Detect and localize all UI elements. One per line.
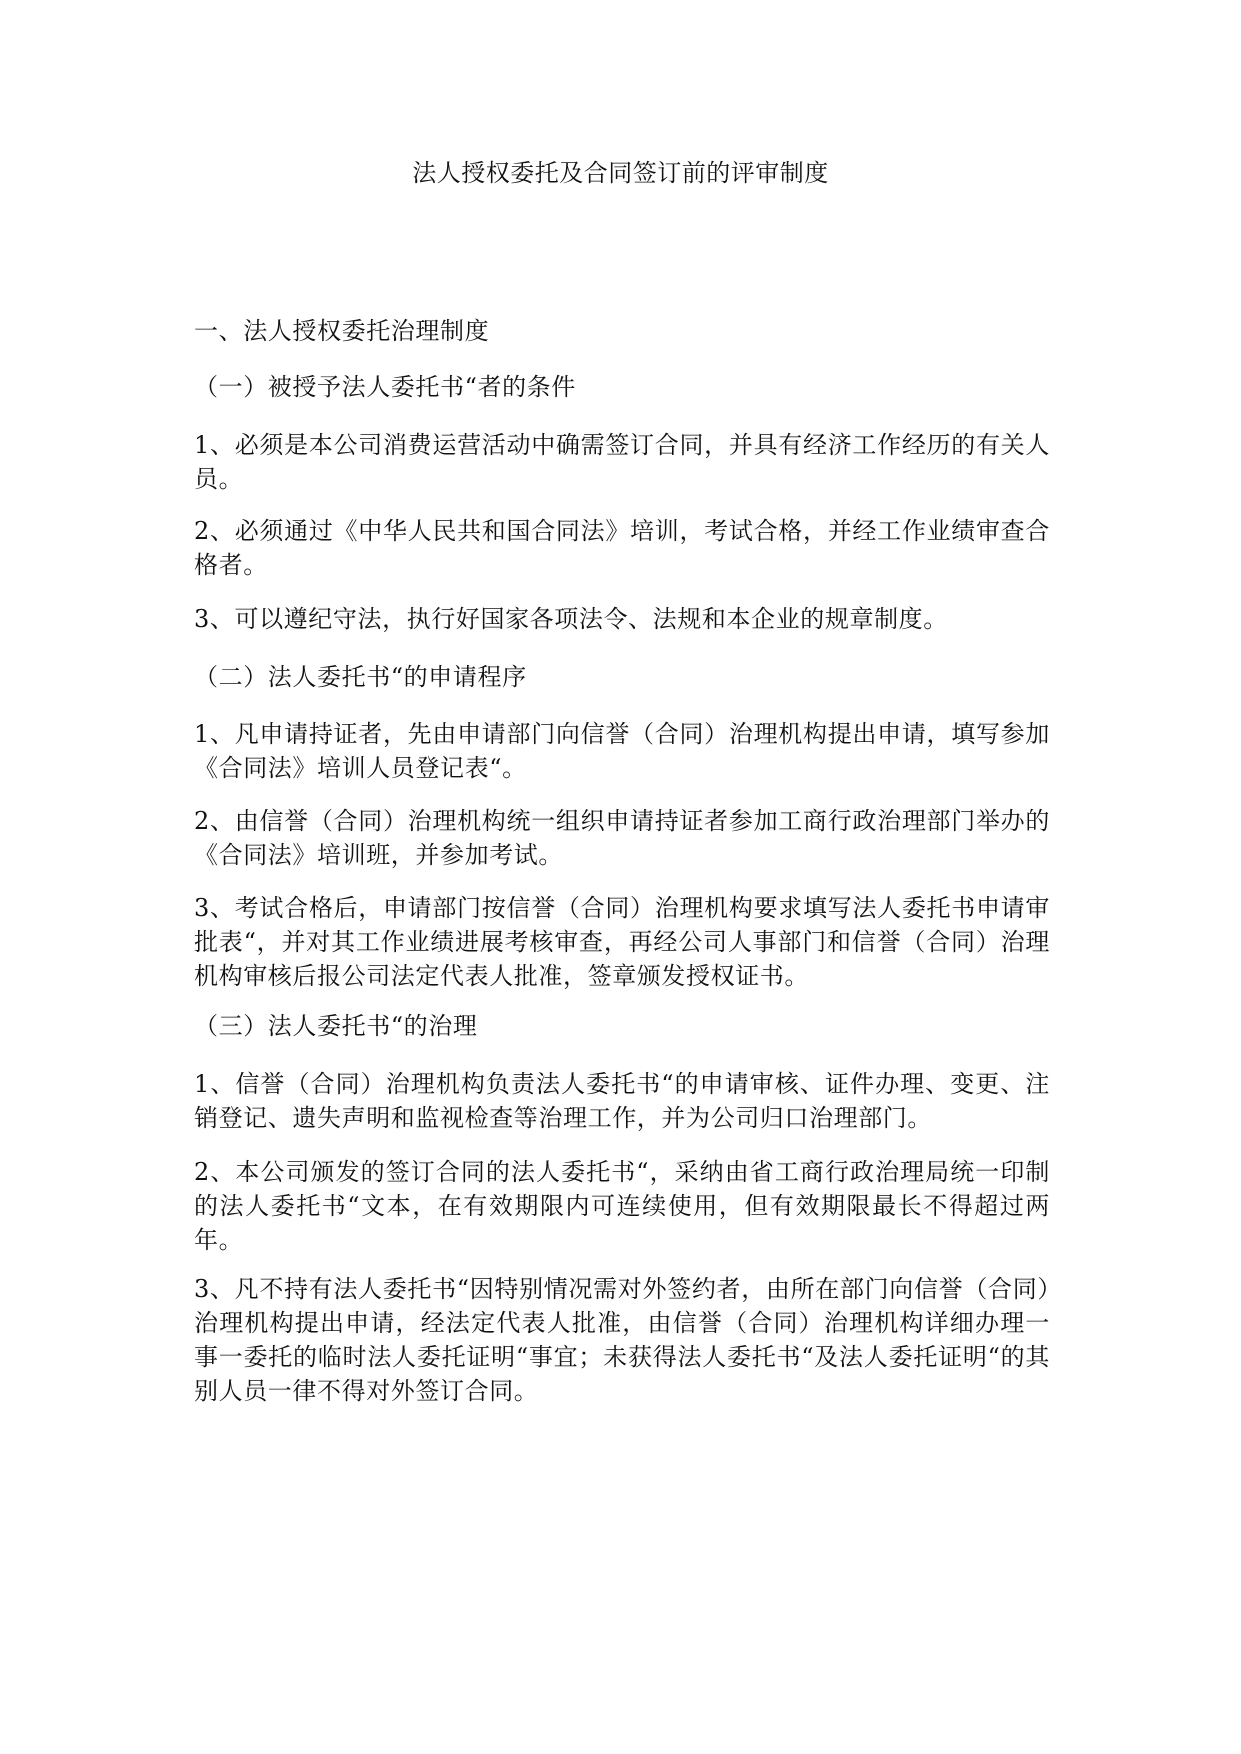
paragraph-1-1: 1、必须是本公司消费运营活动中确需签订合同，并具有经济工作经历的有关人员。 xyxy=(194,431,1050,493)
paragraph-1-2: 2、必须通过《中华人民共和国合同法》培训，考试合格，并经工作业绩审查合格者。 xyxy=(194,517,1050,579)
paragraph-3-2: 2、本公司颁发的签订合同的法人委托书“，采纳由省工商行政治理局统一印制的法人委托书“文本，在有效期限内可连续使用，但有效期限最长不得超过两年。 xyxy=(194,1158,1050,1254)
subsection-heading-2: （二）法人委托书“的申请程序 xyxy=(194,663,527,691)
paragraph-3-1: 1、信誉（合同）治理机构负责法人委托书“的申请审核、证件办理、变更、注销登记、遗失声明和监视检查等治理工作，并为公司归口治理部门。 xyxy=(194,1070,1050,1132)
paragraph-1-3: 3、可以遵纪守法，执行好国家各项法令、法规和本企业的规章制度。 xyxy=(194,605,948,633)
subsection-heading-1: （一）被授予法人委托书“者的条件 xyxy=(194,373,576,401)
paragraph-2-3: 3、考试合格后，申请部门按信誉（合同）治理机构要求填写法人委托书申请审批表“，并对其工作业绩进展考核审查，再经公司人事部门和信誉（合同）治理机构审核后报公司法定代表人批准，签章颁发授权证书。 xyxy=(194,894,1050,990)
section-heading: 一、法人授权委托治理制度 xyxy=(194,317,490,345)
paragraph-3-3: 3、凡不持有法人委托书“因特别情况需对外签约者，由所在部门向信誉（合同）治理机构提出申请，经法定代表人批准，由信誉（合同）治理机构详细办理一事一委托的临时法人委托证明“事宜；未获得法人委托书“及法人委托证明“的其别人员一律不得对外签订合同。 xyxy=(194,1275,1050,1405)
document-title: 法人授权委托及合同签订前的评审制度 xyxy=(412,159,829,187)
paragraph-2-2: 2、由信誉（合同）治理机构统一组织申请持证者参加工商行政治理部门举办的《合同法》培训班，并参加考试。 xyxy=(194,807,1050,869)
paragraph-2-1: 1、凡申请持证者，先由申请部门向信誉（合同）治理机构提出申请，填写参加《合同法》培训人员登记表“。 xyxy=(194,720,1050,782)
subsection-heading-3: （三）法人委托书“的治理 xyxy=(194,1012,478,1040)
